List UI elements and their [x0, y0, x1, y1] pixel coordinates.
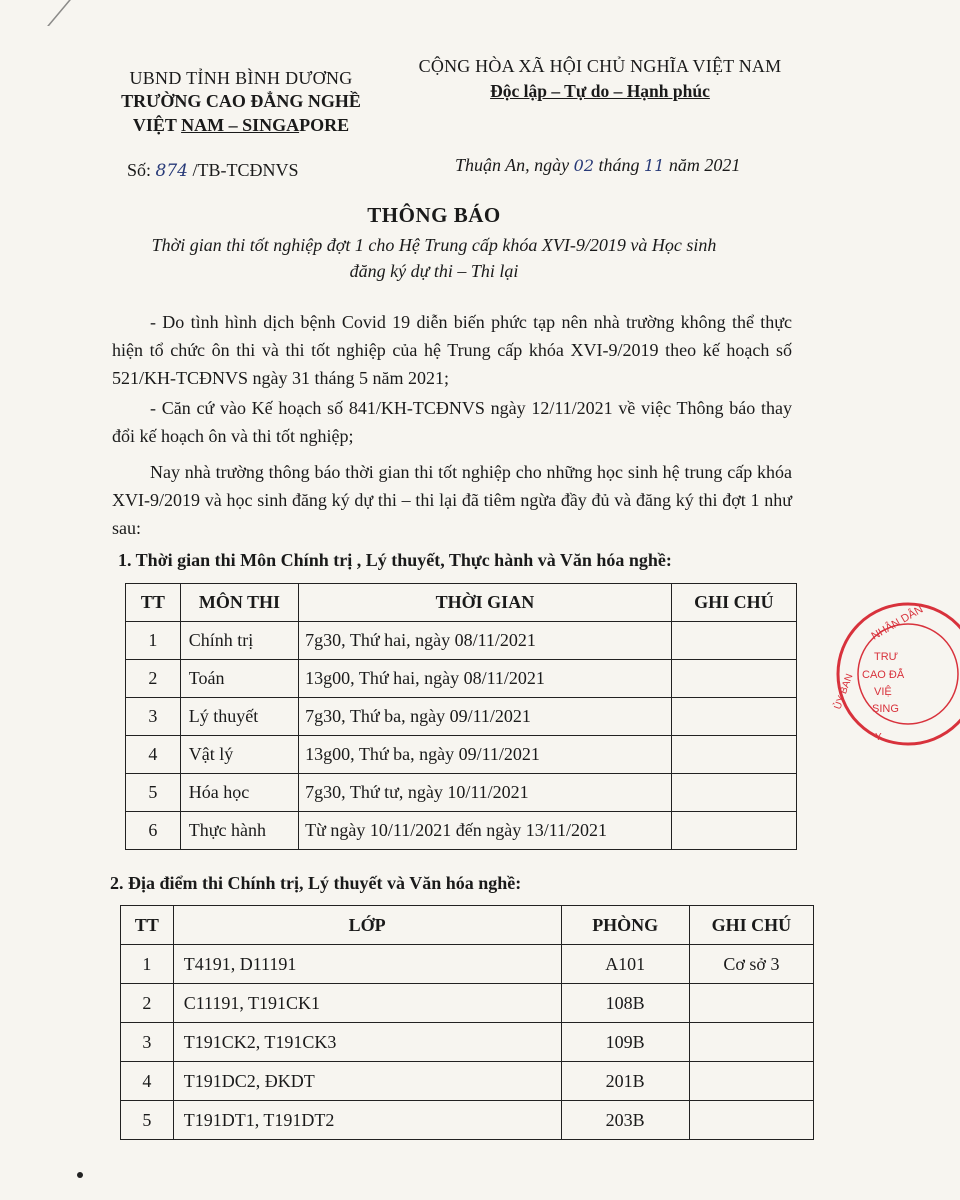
table-cell — [689, 984, 813, 1023]
section-1-heading: 1. Thời gian thi Môn Chính trị , Lý thuyết, Thực hành và Văn hóa nghề: — [118, 550, 672, 570]
svg-text:ỦY BAN: ỦY BAN — [832, 672, 856, 712]
table-cell — [671, 736, 796, 774]
table-cell: 3 — [121, 1023, 174, 1062]
table-row — [126, 812, 797, 850]
table-cell: T4191, D11191 — [173, 945, 561, 984]
section-2-heading: 2. Địa điểm thi Chính trị, Lý thuyết và Văn hóa nghề: — [110, 873, 522, 893]
organization-header — [100, 68, 382, 137]
table-row — [121, 945, 814, 984]
table-header-row — [126, 584, 797, 622]
table-cell: Lý thuyết — [180, 698, 298, 736]
table-cell: 7g30, Thứ ba, ngày 09/11/2021 — [299, 698, 672, 736]
table-cell: Thực hành — [180, 812, 298, 850]
table-cell — [689, 1062, 813, 1101]
header-cell: THỜI GIAN — [299, 584, 672, 622]
table-cell: Từ ngày 10/11/2021 đến ngày 13/11/2021 — [299, 812, 672, 850]
table-cell: Vật lý — [180, 736, 298, 774]
exam-location-table — [120, 905, 814, 1140]
exam-schedule-table — [125, 583, 797, 850]
table-row — [121, 1101, 814, 1140]
place-date: Thuận An, ngày 02 tháng 11 năm 2021 — [455, 155, 741, 175]
table-cell — [671, 698, 796, 736]
table-cell: 13g00, Thứ ba, ngày 09/11/2021 — [299, 736, 672, 774]
table-cell: C11191, T191CK1 — [173, 984, 561, 1023]
table-row — [121, 984, 814, 1023]
table-cell — [671, 812, 796, 850]
org-line-3: VIỆT NAM – SINGAPORE — [132, 115, 350, 135]
header-cell: PHÒNG — [561, 906, 689, 945]
table-row — [126, 660, 797, 698]
org-line-1: UBND TỈNH BÌNH DƯƠNG — [129, 68, 353, 88]
table-cell — [671, 622, 796, 660]
table-cell: 203B — [561, 1101, 689, 1140]
header-cell: LỚP — [173, 906, 561, 945]
header-cell: GHI CHÚ — [671, 584, 796, 622]
table-cell: T191CK2, T191CK3 — [173, 1023, 561, 1062]
table-cell: A101 — [561, 945, 689, 984]
table-cell: 4 — [121, 1062, 174, 1101]
table-cell — [671, 660, 796, 698]
svg-text:CAO ĐẲ: CAO ĐẲ — [862, 669, 905, 681]
table-cell: Chính trị — [180, 622, 298, 660]
table-row — [126, 622, 797, 660]
paragraph-1: - Do tình hình dịch bệnh Covid 19 diễn biến phức tạp nên nhà trường không thể thực hiện tổ chức ôn thi và thi tốt nghiệp của hệ Trung cấp khóa XVI-9/2019 theo kế hoạch số 521/KH-TCĐNVS ngày 31 tháng 5 năm 2021; — [112, 312, 792, 388]
table-cell: 13g00, Thứ hai, ngày 08/11/2021 — [299, 660, 672, 698]
table-cell: 2 — [126, 660, 181, 698]
svg-text:TRƯ: TRƯ — [874, 651, 899, 663]
paragraph-2: - Căn cứ vào Kế hoạch số 841/KH-TCĐNVS ngày 12/11/2021 về việc Thông báo thay đổi kế hoạch ôn và thi tốt nghiệp; — [112, 398, 792, 446]
table-cell: 7g30, Thứ hai, ngày 08/11/2021 — [299, 622, 672, 660]
table-header-row — [121, 906, 814, 945]
svg-text:NHÂN DÂN: NHÂN DÂN — [869, 603, 926, 643]
table-cell: 5 — [121, 1101, 174, 1140]
table-cell: Toán — [180, 660, 298, 698]
table-cell — [689, 1101, 813, 1140]
table-cell: Hóa học — [180, 774, 298, 812]
org-line-2: TRƯỜNG CAO ĐẲNG NGHỀ — [121, 91, 361, 111]
red-seal-stamp — [830, 600, 960, 750]
table-cell: 7g30, Thứ tư, ngày 10/11/2021 — [299, 774, 672, 812]
page-fold-mark — [47, 0, 101, 26]
handwritten-month: 11 — [644, 156, 665, 175]
table-row — [126, 698, 797, 736]
document-subtitle: Thời gian thi tốt nghiệp đợt 1 cho Hệ Trung cấp khóa XVI-9/2019 và Học sinh đăng ký dự thi – Thi lại — [151, 235, 717, 281]
table-cell: 201B — [561, 1062, 689, 1101]
table-cell: 1 — [121, 945, 174, 984]
table-cell: T191DC2, ĐKDT — [173, 1062, 561, 1101]
paragraph-3: Nay nhà trường thông báo thời gian thi tốt nghiệp cho những học sinh hệ trung cấp khóa XVI-9/2019 và học sinh đăng ký dự thi – thi lại đã tiêm ngừa đầy đủ và đăng ký thi đợt 1 như sau: — [112, 462, 792, 538]
table-row — [126, 774, 797, 812]
handwritten-day: 02 — [573, 156, 595, 175]
table-cell: T191DT1, T191DT2 — [173, 1101, 561, 1140]
svg-text:VIỆ: VIỆ — [874, 686, 892, 698]
table-row — [121, 1023, 814, 1062]
svg-text:SING: SING — [872, 703, 899, 715]
national-header — [405, 56, 795, 102]
table-cell — [671, 774, 796, 812]
header-cell: MÔN THI — [180, 584, 298, 622]
header-cell: TT — [121, 906, 174, 945]
table-cell — [689, 1023, 813, 1062]
document-title: THÔNG BÁO — [367, 203, 501, 227]
table-cell: 1 — [126, 622, 181, 660]
table-cell: 5 — [126, 774, 181, 812]
nation-name: CỘNG HÒA XÃ HỘI CHỦ NGHĨA VIỆT NAM — [418, 56, 782, 76]
ink-dot — [77, 1172, 83, 1178]
table-cell: 3 — [126, 698, 181, 736]
table-cell: 4 — [126, 736, 181, 774]
table-cell: 2 — [121, 984, 174, 1023]
table-row — [126, 736, 797, 774]
document-number: Số: 874 /TB-TCĐNVS — [127, 160, 299, 181]
table-row — [121, 1062, 814, 1101]
table-cell: 108B — [561, 984, 689, 1023]
header-cell: GHI CHÚ — [689, 906, 813, 945]
header-cell: TT — [126, 584, 181, 622]
table-cell: 109B — [561, 1023, 689, 1062]
national-motto: Độc lập – Tự do – Hạnh phúc — [490, 81, 710, 101]
svg-text:Y: Y — [875, 732, 882, 743]
handwritten-number: 874 — [155, 161, 188, 181]
table-cell: Cơ sở 3 — [689, 945, 813, 984]
table-cell: 6 — [126, 812, 181, 850]
